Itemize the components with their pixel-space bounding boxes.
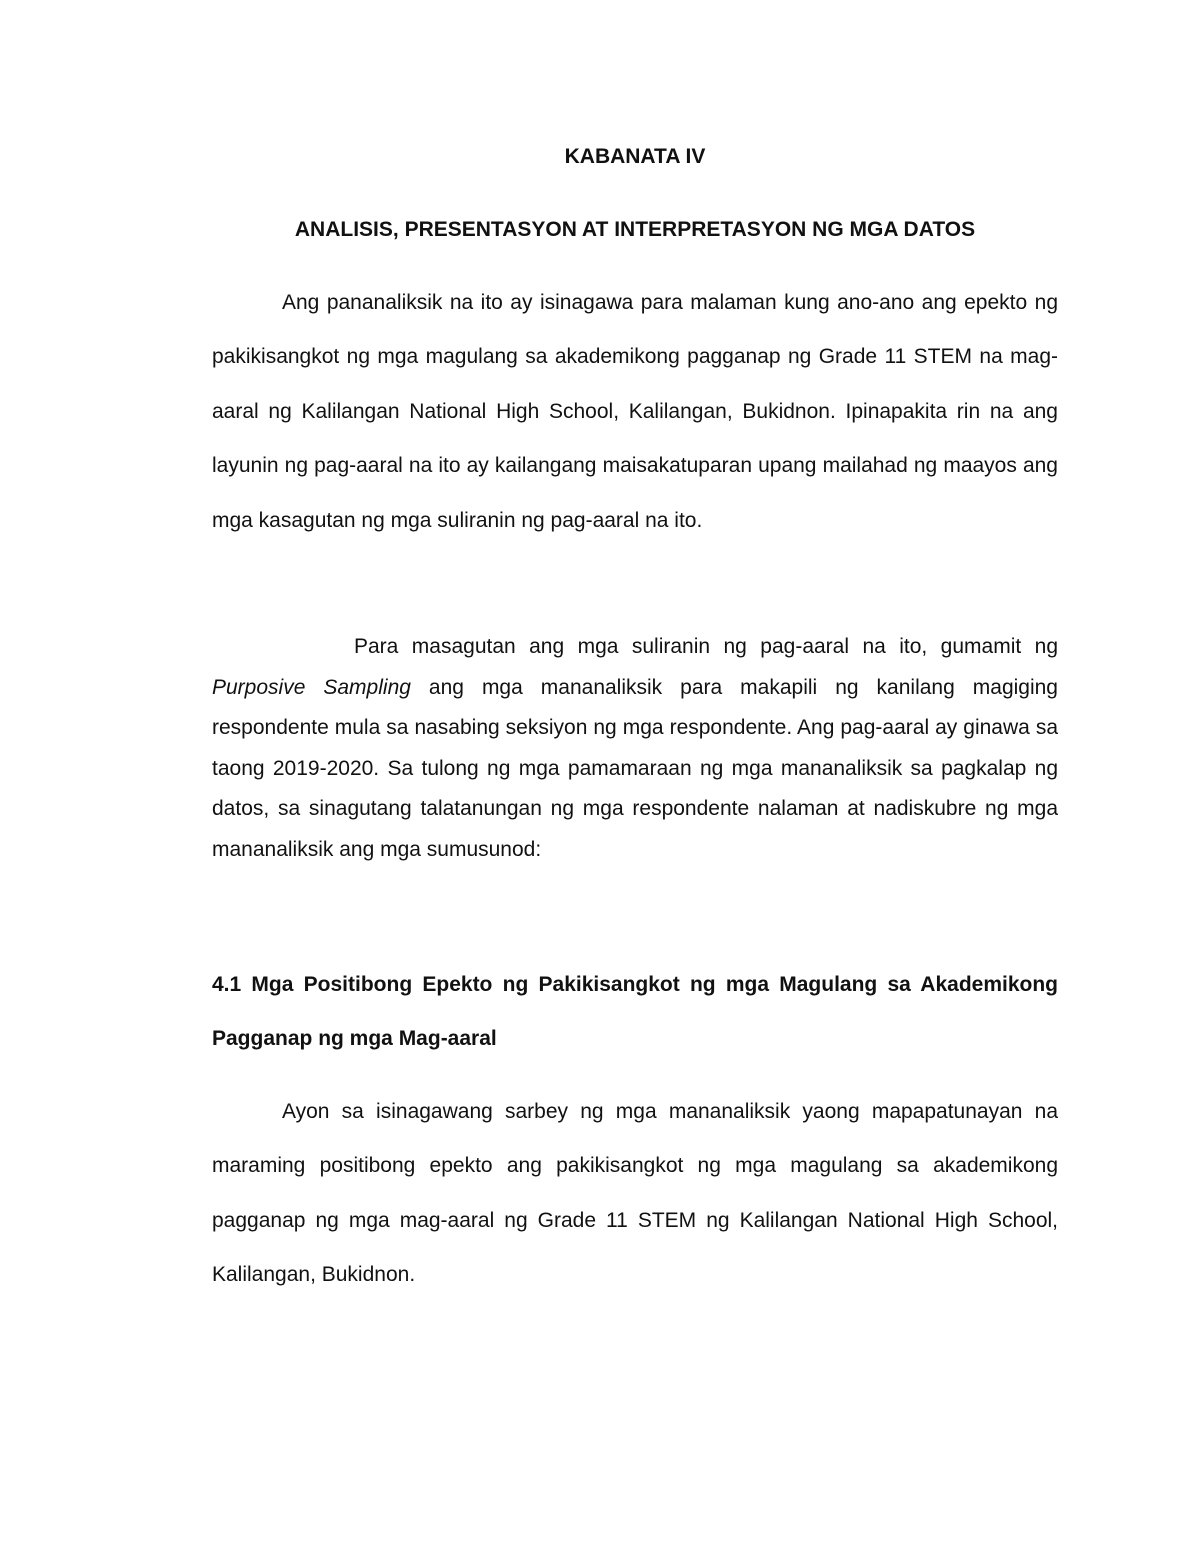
intro-paragraph: Ang pananaliksik na ito ay isinagawa para malaman kung ano-ano ang epekto ng pakikisangkot ng mga magulang sa akademikong pagganap ng Grade 11 STEM na mag- aaral ng Kalilangan National High School, Kalilangan, Bukidnon. Ipinapakita rin na ang layunin ng pag-aaral na ito ay kailangang maisakatuparan upang mailahad ng maayos ang mga kasagutan ng mga suliranin ng pag-aaral na ito. xyxy=(212,291,1058,532)
method-paragraph xyxy=(212,627,1058,871)
method-paragraph-text-end: ang mga mananaliksik para makapili ng kanilang magiging respondente mula sa nasabing seksiyon ng mga respondente. Ang pag-aaral ay ginawa sa taong 2019-2020. Sa tulong ng mga pamamaraan ng mga mananaliksik sa pagkalap ng datos, sa sinagutang talatanungan ng mga respondente nalaman at nadiskubre ng mga mananaliksik ang mga sumusunod: xyxy=(212,675,1058,861)
chapter-number: KABANATA IV xyxy=(564,145,706,168)
method-paragraph-text-start: Para masagutan ang mga suliranin ng pag-aaral na ito, gumamit ng xyxy=(354,635,1058,658)
chapter-title: ANALISIS, PRESENTASYON AT INTERPRETASYON NG MGA DATOS xyxy=(294,218,976,241)
section-paragraph: Ayon sa isinagawang sarbey ng mga mananaliksik yaong mapapatunayan na maraming positibong epekto ang pakikisangkot ng mga magulang sa akademikong pagganap ng mga mag-aaral ng Grade 11 STEM ng Kalilangan National High School, Kalilangan, Bukidnon. xyxy=(212,1100,1058,1287)
method-paragraph-italic-term: Purposive Sampling xyxy=(212,675,411,699)
section-heading: 4.1 Mga Positibong Epekto ng Pakikisangkot ng mga Magulang sa Akademikong Pagganap ng mga Mag-aaral xyxy=(212,973,1058,1051)
